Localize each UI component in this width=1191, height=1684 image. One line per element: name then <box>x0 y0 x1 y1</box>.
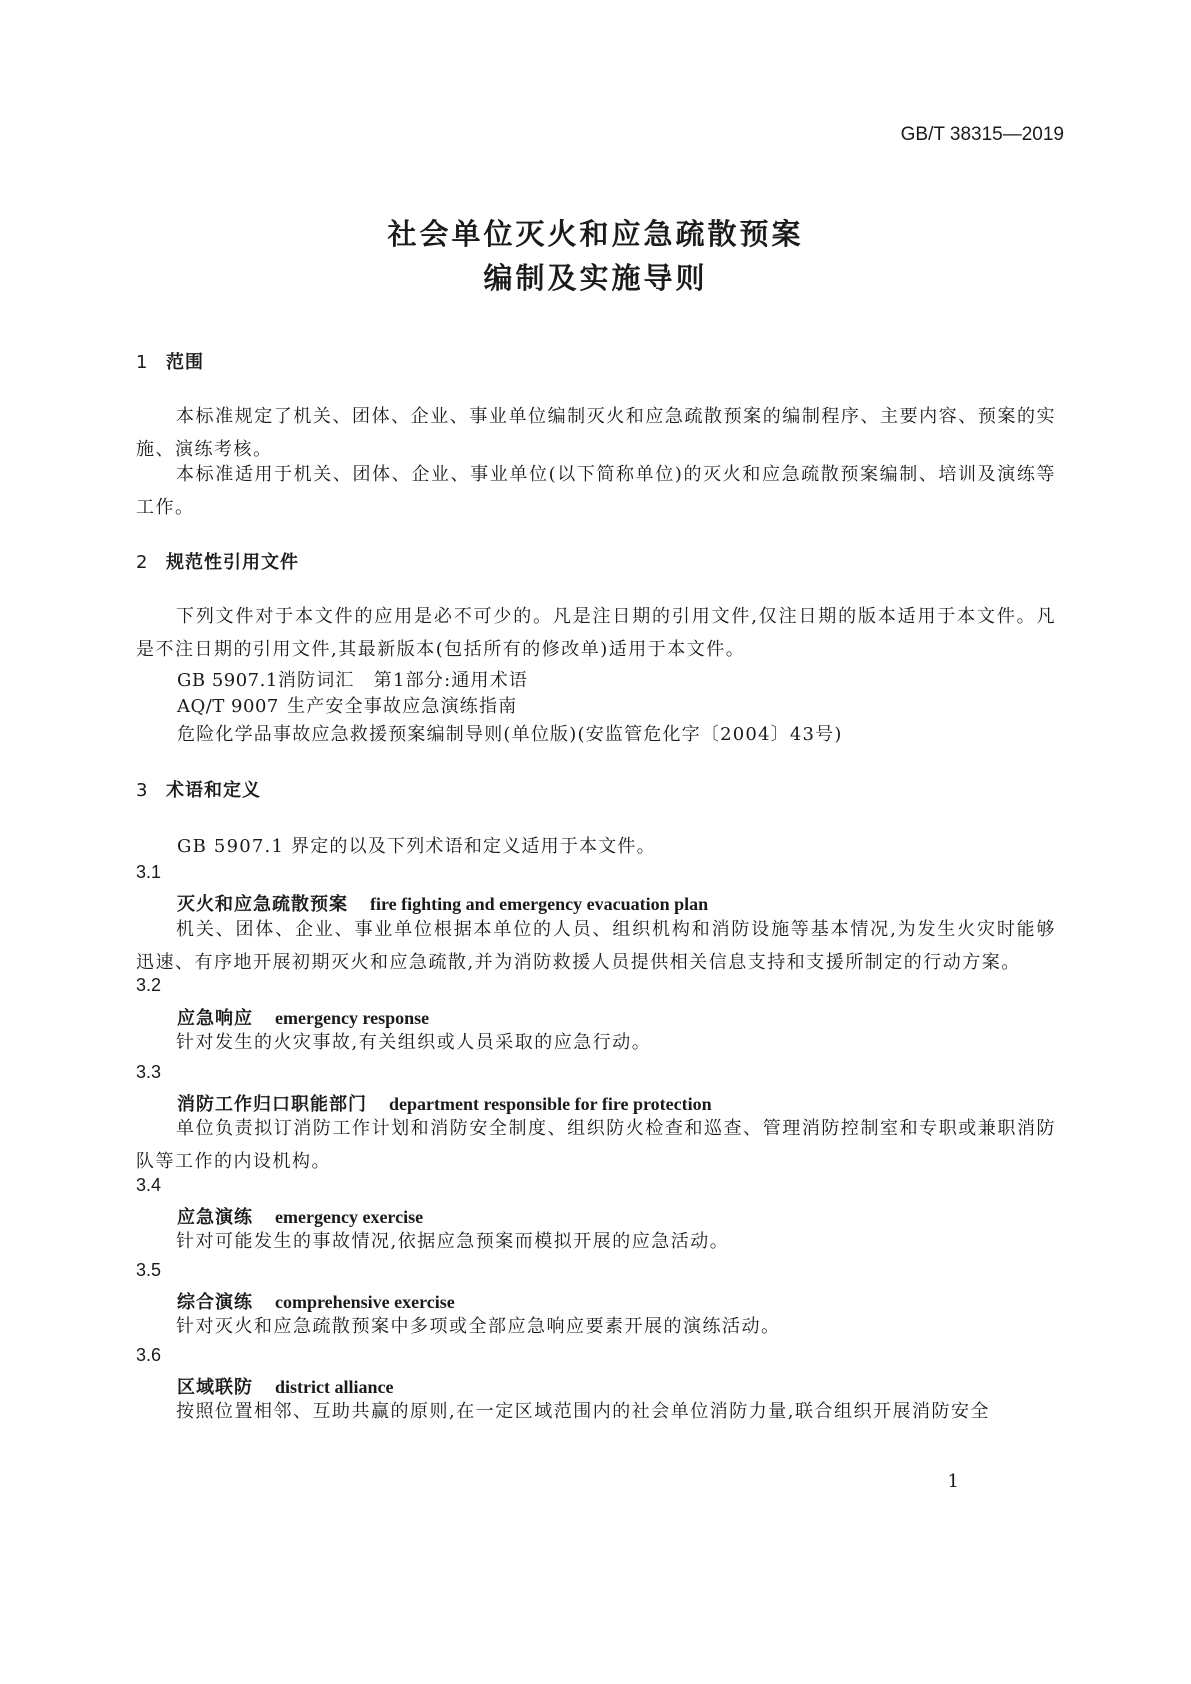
section-number: 2 <box>136 552 148 573</box>
section-2-heading <box>136 548 299 574</box>
section-1-heading <box>136 348 204 374</box>
section-title: 范围 <box>166 352 204 373</box>
term-number: 3.5 <box>136 1260 162 1280</box>
term-zh: 应急演练 <box>177 1207 253 1228</box>
term-definition: 针对发生的火灾事故,有关组织或人员采取的应急行动。 <box>176 1032 652 1053</box>
section-title: 规范性引用文件 <box>166 552 299 573</box>
term-zh: 应急响应 <box>177 1008 253 1029</box>
paragraph: 下列文件对于本文件的应用是必不可少的。凡是注日期的引用文件,仅注日期的版本适用于本文件。凡是不注日期的引用文件,其最新版本(包括所有的修改单)适用于本文件。 <box>136 606 1056 660</box>
paragraph: 本标准规定了机关、团体、企业、事业单位编制灭火和应急疏散预案的编制程序、主要内容、预案的实施、演练考核。 <box>136 406 1056 460</box>
reference-title: 生产安全事故应急演练指南 <box>287 696 518 717</box>
term-number: 3.4 <box>136 1175 162 1195</box>
term-number: 3.2 <box>136 975 162 995</box>
section-number: 3 <box>136 780 148 801</box>
term-number: 3.1 <box>136 862 162 882</box>
section-intro: GB 5907.1 界定的以及下列术语和定义适用于本文件。 <box>177 836 656 857</box>
term-en: emergency exercise <box>275 1207 424 1227</box>
term-en: comprehensive exercise <box>275 1292 455 1312</box>
term-zh: 消防工作归口职能部门 <box>177 1094 367 1115</box>
term-zh: 综合演练 <box>177 1292 253 1313</box>
term-en: fire fighting and emergency evacuation plan <box>370 894 709 914</box>
paragraph: 本标准适用于机关、团体、企业、事业单位(以下简称单位)的灭火和应急疏散预案编制、培训及演练等工作。 <box>136 464 1056 518</box>
normative-reference: 危险化学品事故应急救援预案编制导则(单位版)(安监管危化字〔2004〕43号) <box>177 724 843 745</box>
term-definition: 针对灭火和应急疏散预案中多项或全部应急响应要素开展的演练活动。 <box>176 1316 781 1337</box>
term-en: district alliance <box>275 1377 394 1397</box>
section-3-heading <box>136 776 261 802</box>
term-en: emergency response <box>275 1008 430 1028</box>
reference-title: 消防词汇 第1部分:通用术语 <box>277 670 529 691</box>
document-title-line1: 社会单位灭火和应急疏散预案 <box>387 217 804 251</box>
term-zh: 灭火和应急疏散预案 <box>177 894 348 915</box>
normative-reference <box>177 692 517 718</box>
standard-number: GB/T 38315—2019 <box>900 124 1064 145</box>
term-definition: 按照位置相邻、互助共赢的原则,在一定区域范围内的社会单位消防力量,联合组织开展消防安全 <box>176 1401 990 1422</box>
section-number: 1 <box>136 352 148 373</box>
normative-reference <box>177 666 528 692</box>
term-definition: 机关、团体、企业、事业单位根据本单位的人员、组织机构和消防设施等基本情况,为发生火灾时能够迅速、有序地开展初期灭火和应急疏散,并为消防救援人员提供相关信息支持和支援所制定的行动方案。 <box>136 919 1056 973</box>
term-definition: 单位负责拟订消防工作计划和消防安全制度、组织防火检查和巡查、管理消防控制室和专职或兼职消防队等工作的内设机构。 <box>136 1118 1056 1172</box>
document-title-line2: 编制及实施导则 <box>483 261 708 295</box>
term-number: 3.3 <box>136 1062 162 1082</box>
term-en: department responsible for fire protection <box>389 1094 712 1114</box>
term-zh: 区域联防 <box>177 1377 253 1398</box>
term-definition: 针对可能发生的事故情况,依据应急预案而模拟开展的应急活动。 <box>176 1231 730 1252</box>
section-title: 术语和定义 <box>166 780 261 801</box>
reference-code: AQ/T 9007 <box>177 696 279 717</box>
reference-code: GB 5907.1 <box>177 670 278 691</box>
term-number: 3.6 <box>136 1345 162 1365</box>
page-number: 1 <box>947 1471 959 1492</box>
